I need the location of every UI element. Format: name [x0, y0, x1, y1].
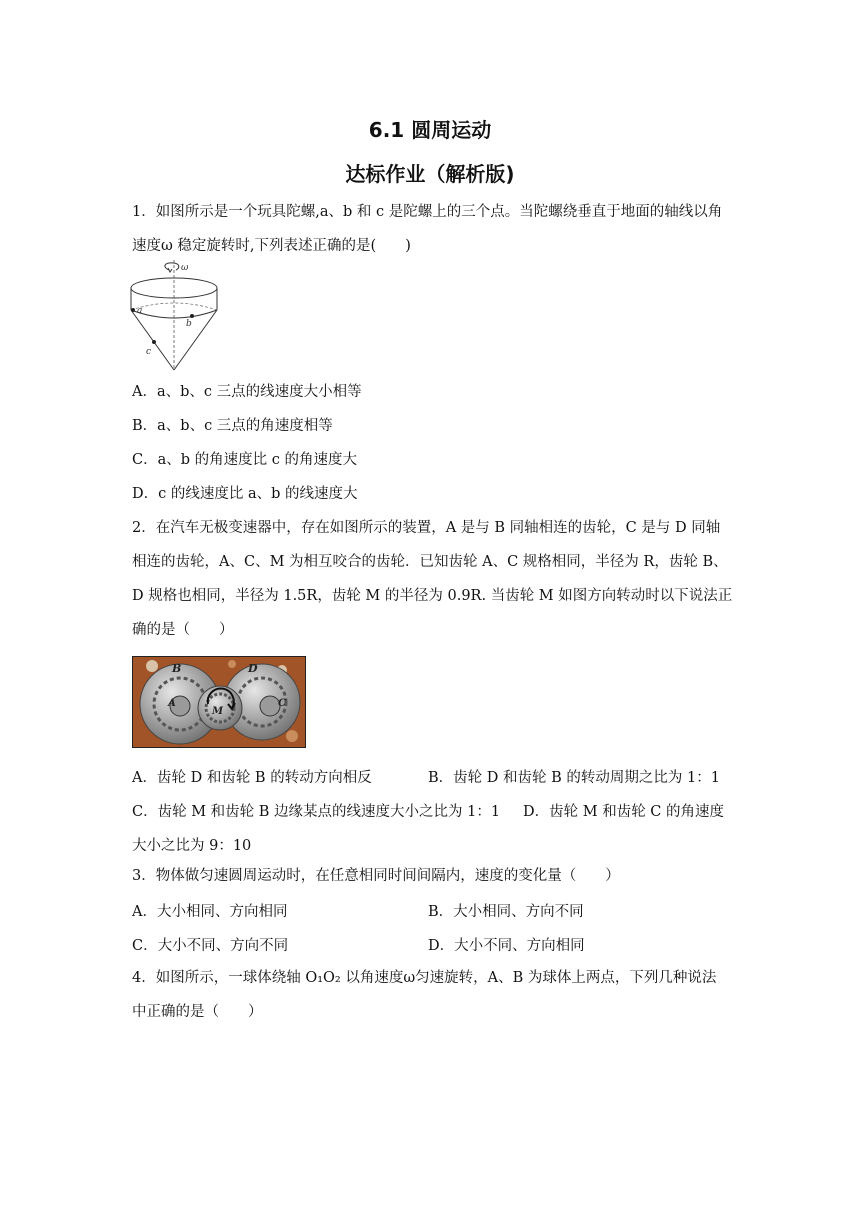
gear-b-label: B — [172, 662, 182, 675]
q2-stem-line1: 2．在汽车无极变速器中，存在如图所示的装置，A 是与 B 同轴相连的齿轮，C 是与 D 同轴 — [132, 520, 721, 536]
q1-stem-line2: 速度ω 稳定旋转时,下列表述正确的是( ) — [132, 238, 411, 254]
q2-option-d: D．齿轮 M 和齿轮 C 的角速度 — [523, 804, 725, 820]
spinning-top-figure — [124, 258, 224, 374]
q2-stem-line3: D 规格也相同，半径为 1.5R，齿轮 M 的半径为 0.9R. 当齿轮 M 如图方向转动时以下说法正 — [132, 588, 733, 604]
gear-m-label: M — [212, 706, 224, 717]
q3-option-c: C．大小不同、方向不同 — [132, 938, 289, 954]
omega-label: ω — [181, 263, 189, 273]
q2-option-a: A．齿轮 D 和齿轮 B 的转动方向相反 — [132, 770, 372, 786]
q1-option-a: A．a、b、c 三点的线速度大小相等 — [132, 384, 362, 400]
q3-option-a: A．大小相同、方向相同 — [132, 904, 288, 920]
gear-a-label: A — [168, 698, 176, 709]
q2-stem-line2: 相连的齿轮，A、C、M 为相互咬合的齿轮．已知齿轮 A、C 规格相同，半径为 R，齿轮 B、 — [132, 554, 728, 570]
page-subtitle: 达标作业（解析版) — [345, 162, 515, 186]
q3-stem-line1: 3．物体做匀速圆周运动时，在任意相同时间间隔内，速度的变化量（ ） — [132, 868, 620, 884]
q2-option-d-cont: 大小之比为 9：10 — [132, 838, 252, 854]
q2-option-b: B．齿轮 D 和齿轮 B 的转动周期之比为 1：1 — [428, 770, 720, 786]
point-b-label: b — [186, 319, 192, 329]
point-c-label: c — [146, 347, 152, 357]
gear-photo-figure — [132, 656, 306, 748]
gear-c-label: C — [278, 698, 286, 709]
q1-option-b: B．a、b、c 三点的角速度相等 — [132, 418, 333, 434]
q1-option-d: D．c 的线速度比 a、b 的线速度大 — [132, 486, 358, 502]
gear-d-label: D — [248, 662, 258, 675]
q2-stem-line4: 确的是（ ） — [132, 622, 234, 638]
q4-stem-line2: 中正确的是（ ） — [132, 1004, 263, 1020]
page-title: 6.1 圆周运动 — [368, 118, 492, 142]
q3-option-b: B．大小相同、方向不同 — [428, 904, 584, 920]
point-a-label: a — [137, 306, 143, 316]
q2-option-c: C．齿轮 M 和齿轮 B 边缘某点的线速度大小之比为 1：1 — [132, 804, 501, 820]
q4-stem-line1: 4．如图所示，一球体绕轴 O₁O₂ 以角速度ω匀速旋转，A、B 为球体上两点，下列几种说法 — [132, 970, 717, 986]
q3-option-d: D．大小不同、方向相同 — [428, 938, 585, 954]
q1-option-c: C．a、b 的角速度比 c 的角速度大 — [132, 452, 357, 468]
q1-stem-line1: 1．如图所示是一个玩具陀螺,a、b 和 c 是陀螺上的三个点。当陀螺绕垂直于地面的轴线以角 — [132, 204, 723, 220]
